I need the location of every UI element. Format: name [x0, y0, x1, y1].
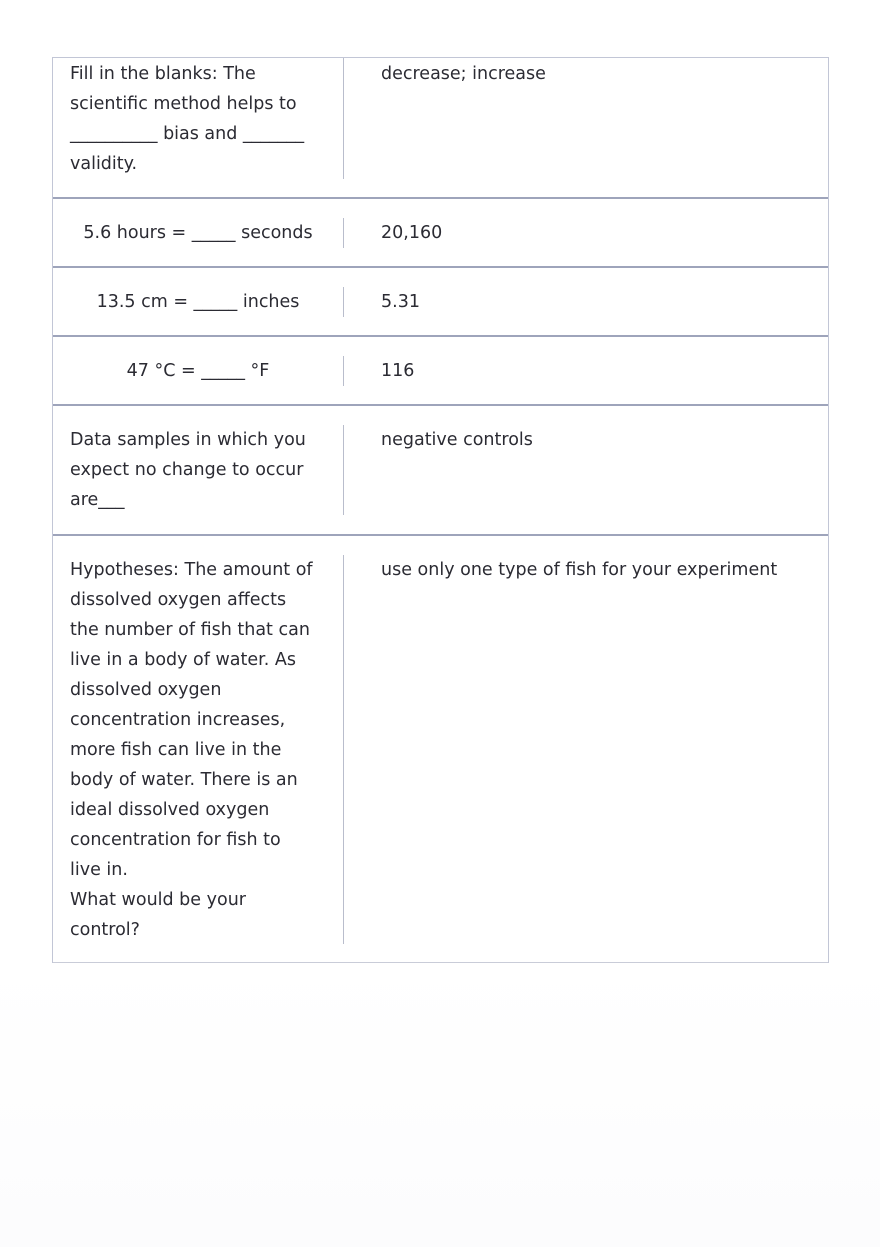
term-line: 13.5 cm = _____ inches: [96, 292, 300, 312]
term-line: 47 °C = _____ °F: [126, 361, 270, 381]
table-row: [53, 536, 828, 963]
term-cell: [53, 218, 343, 248]
term-line: __________ bias and _______: [70, 124, 305, 144]
term-line: body of water. There is an: [70, 770, 298, 790]
term-line: Hypotheses: The amount of: [70, 560, 313, 580]
table-row: [53, 58, 828, 199]
term-line: Fill in the blanks: The: [70, 64, 256, 84]
term-line: dissolved oxygen affects: [70, 590, 287, 610]
table-row: [53, 337, 828, 406]
term-line: live in a body of water. As: [70, 650, 296, 670]
term-line: What would be your: [70, 890, 246, 910]
term-line: validity.: [70, 154, 138, 174]
definition-cell: decrease; increase: [381, 64, 546, 84]
term-line: scientific method helps to: [70, 94, 297, 114]
definition-cell: 116: [381, 361, 415, 381]
term-line: concentration increases,: [70, 710, 286, 730]
term-line: dissolved oxygen: [70, 680, 222, 700]
term-cell: [53, 425, 343, 515]
term-cell: [53, 356, 343, 386]
term-line: more fish can live in the: [70, 740, 282, 760]
definition-cell: negative controls: [381, 430, 533, 450]
term-cell: [53, 59, 343, 179]
term-line: ideal dissolved oxygen: [70, 800, 270, 820]
column-divider: [343, 218, 344, 248]
table-row: [53, 199, 828, 268]
column-divider: [343, 356, 344, 386]
column-divider: [343, 555, 344, 944]
term-line: expect no change to occur: [70, 460, 304, 480]
table-row: [53, 268, 828, 337]
column-divider: [343, 287, 344, 317]
term-line: the number of fish that can: [70, 620, 310, 640]
term-line: control?: [70, 920, 140, 940]
term-line: are___: [70, 490, 125, 510]
flashcard-table: [52, 57, 829, 963]
table-row: [53, 406, 828, 536]
definition-cell: 20,160: [381, 223, 443, 243]
term-cell: [53, 287, 343, 317]
term-line: live in.: [70, 860, 128, 880]
term-line: 5.6 hours = _____ seconds: [83, 223, 313, 243]
definition-cell: use only one type of fish for your experiment: [381, 560, 778, 580]
definition-cell: 5.31: [381, 292, 420, 312]
column-divider: [343, 58, 344, 179]
term-line: concentration for fish to: [70, 830, 281, 850]
column-divider: [343, 425, 344, 515]
term-cell: [53, 555, 343, 945]
term-line: Data samples in which you: [70, 430, 306, 450]
